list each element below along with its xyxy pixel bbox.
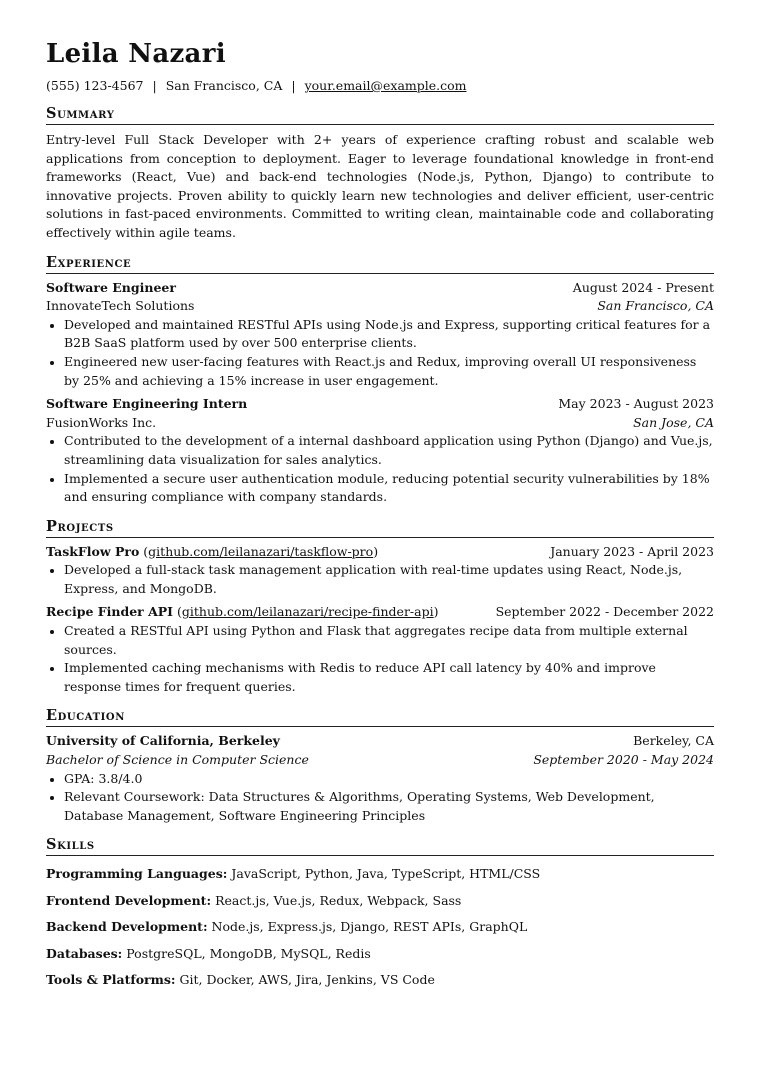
location: San Francisco, CA: [165, 78, 283, 93]
job-location: San Francisco, CA: [597, 298, 714, 314]
project-bullets: [46, 561, 714, 598]
job-role: Software Engineering Intern: [46, 396, 248, 412]
job-dates: May 2023 - August 2023: [558, 396, 714, 412]
job-company: InnovateTech Solutions: [46, 298, 195, 314]
bullet-item: Developed a full-stack task management application with real-time updates using React, Node.js, Express, and MongoDB.: [64, 561, 714, 598]
skill-row: [46, 945, 714, 963]
bullet-item: Engineered new user-facing features with React.js and Redux, improving overall UI responsiveness by 25% and achieving a 15% increase in user engagement.: [64, 353, 714, 390]
separator: |: [291, 78, 296, 93]
project-name: TaskFlow Pro: [46, 543, 140, 559]
section-title-projects: Projects: [46, 518, 714, 538]
section-title-education: Education: [46, 707, 714, 727]
skill-value: JavaScript, Python, Java, TypeScript, HTML/CSS: [231, 866, 541, 881]
summary-text: Entry-level Full Stack Developer with 2+ years of experience crafting robust and scalable web applications from conception to deployment. Eager to leverage foundational knowledge in front-end frameworks (React, Vue) and back-end technologies (Node.js, Python, Django) to contribute to innovative projects. Proven ability to quickly learn new technologies and deliver efficient, user-centric solutions in fast-paced environments. Committed to writing clean, maintainable code and collaborating effectively within agile teams.: [46, 132, 714, 240]
bullet-item: Implemented caching mechanisms with Redis to reduce API call latency by 40% and improve response times for frequent queries.: [64, 659, 714, 696]
section-title-skills: Skills: [46, 836, 714, 856]
skill-label: Frontend Development:: [46, 892, 212, 908]
bullet-item: Relevant Coursework: Data Structures & Algorithms, Operating Systems, Web Development, Database Management, Software Engineering Principles: [64, 788, 714, 825]
job-bullets: [46, 432, 714, 506]
phone: (555) 123-4567: [46, 78, 144, 93]
job-company: FusionWorks Inc.: [46, 414, 157, 430]
project-bullets: [46, 622, 714, 696]
education-bullets: [46, 770, 714, 826]
skill-value: PostgreSQL, MongoDB, MySQL, Redis: [126, 945, 371, 961]
contact-line: [46, 78, 714, 94]
skill-value: Git, Docker, AWS, Jira, Jenkins, VS Code: [179, 972, 435, 988]
bullet-item: Developed and maintained RESTful APIs using Node.js and Express, supporting critical features for a B2B SaaS platform used by over 500 enterprise clients.: [64, 316, 714, 353]
job-bullets: [46, 316, 714, 390]
education-dates: September 2020 - May 2024: [533, 752, 714, 768]
experience-entry: [46, 395, 714, 507]
job-role: Software Engineer: [46, 279, 176, 295]
bullet-item: Implemented a secure user authentication module, reducing potential security vulnerabilities by 18% and ensuring compliance with company standards.: [64, 470, 714, 507]
bullet-item: Created a RESTful API using Python and Flask that aggregates recipe data from multiple external sources.: [64, 622, 714, 659]
school-location: Berkeley, CA: [633, 733, 714, 749]
project-dates: January 2023 - April 2023: [550, 543, 714, 559]
separator: |: [152, 78, 157, 93]
job-location: San Jose, CA: [633, 414, 714, 430]
skill-row: [46, 918, 714, 936]
skill-label: Databases:: [46, 945, 123, 961]
experience-entry: [46, 279, 714, 391]
skill-row: [46, 892, 714, 910]
job-dates: August 2024 - Present: [572, 279, 714, 295]
email-link[interactable]: your.email@example.com: [304, 78, 467, 93]
skill-value: React.js, Vue.js, Redux, Webpack, Sass: [215, 892, 462, 908]
project-name: Recipe Finder API: [46, 604, 174, 620]
project-dates: September 2022 - December 2022: [495, 604, 714, 620]
skill-row: [46, 971, 714, 989]
project-link[interactable]: github.com/leilanazari/taskflow-pro: [148, 543, 374, 559]
project-entry: TaskFlow Pro (github.com/leilanazari/taskflow-pro) January 2023 - April 2023 Developed a full-stack task management application with real-time updates using React, Node.js, Express, and MongoDB.: [46, 543, 714, 599]
skill-label: Backend Development:: [46, 919, 208, 935]
skill-row: [46, 865, 714, 883]
bullet-item: Contributed to the development of a internal dashboard application using Python (Django) and Vue.js, streamlining data visualization for sales analytics.: [64, 432, 714, 469]
bullet-item: GPA: 3.8/4.0: [64, 770, 714, 789]
skill-label: Tools & Platforms:: [46, 972, 176, 988]
project-link[interactable]: github.com/leilanazari/recipe-finder-api: [181, 604, 434, 620]
degree: Bachelor of Science in Computer Science: [46, 752, 309, 768]
education-entry: [46, 732, 714, 825]
skill-value: Node.js, Express.js, Django, REST APIs, GraphQL: [211, 919, 528, 935]
skill-label: Programming Languages:: [46, 866, 228, 881]
project-entry: Recipe Finder API (github.com/leilanazari/recipe-finder-api) September 2022 - December 2022 Created a RESTful API using Python and Flask that aggregates recipe data from multiple external sources. Implemented caching mechanisms with Redis to reduce API call latency by 40% and improve response times for frequent queries.: [46, 603, 714, 696]
section-title-experience: Experience: [46, 254, 714, 274]
candidate-name: Leila Nazari: [46, 39, 226, 69]
school-name: University of California, Berkeley: [46, 733, 280, 749]
section-title-summary: Summary: [46, 105, 714, 125]
